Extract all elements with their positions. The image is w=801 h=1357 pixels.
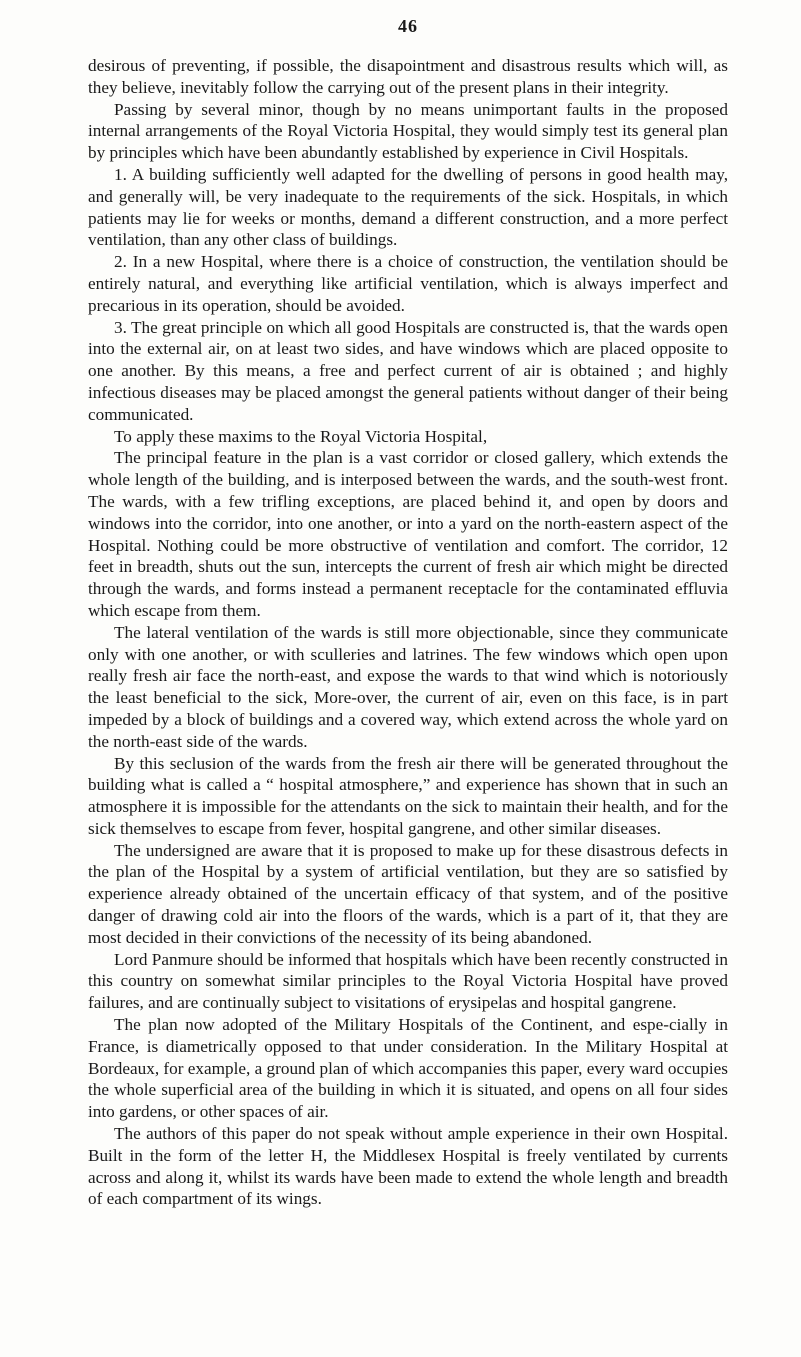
document-page (88, 16, 728, 1210)
paragraph-12: The plan now adopted of the Military Hospitals of the Continent, and espe-cially in France, is diametrically opposed to that under consideration. In the Military Hospital at Bordeaux, for example, a ground plan of which accompanies this paper, every ward occupies the whole superficial area of the building in which it is situated, and opens on all four sides into gardens, or other spaces of air. (88, 1015, 728, 1122)
paragraph-10: The undersigned are aware that it is proposed to make up for these disastrous defects in the plan of the Hospital by a system of artificial ventilation, but they are so satisfied by experience already obtained of the uncertain efficacy of that system, and of the positive danger of drawing cold air into the floors of the wards, which is a part of it, that they are most decided in their convictions of the necessity of its being abandoned. (88, 840, 728, 947)
paragraph-5: 3. The great principle on which all good Hospitals are constructed is, that the wards open into the external air, on at least two sides, and have windows which are placed opposite to one another. By this means, a free and perfect current of air is obtained ; and highly infectious diseases may be placed amongst the general patients without danger of their being communicated. (88, 317, 728, 424)
paragraph-6: To apply these maxims to the Royal Victoria Hospital, (114, 426, 488, 446)
paragraph-3: 1. A building sufficiently well adapted for the dwelling of persons in good health may, and generally will, be very inadequate to the requirements of the sick. Hospitals, in which patients may lie for weeks or months, demand a different construction, and a more perfect ventilation, than any other class of buildings. (88, 164, 728, 250)
paragraph-4: 2. In a new Hospital, where there is a choice of construction, the ventilation should be entirely natural, and everything like artificial ventilation, which is always imperfect and precarious in its operation, should be avoided. (88, 252, 728, 315)
paragraph-8: The lateral ventilation of the wards is still more objectionable, since they communicate only with one another, or with sculleries and latrines. The few windows which open upon really fresh air face the north-east, and expose the wards to that wind which is notoriously the least beneficial to the sick, More-over, the current of air, even on this face, is in part impeded by a block of buildings and a covered way, which extend across the whole yard on the north-east side of the wards. (88, 622, 728, 751)
page-number: 46 (398, 16, 418, 36)
paragraph-9: By this seclusion of the wards from the fresh air there will be generated throughout the building what is called a “ hospital atmosphere,” and experience has shown that in such an atmosphere it is impossible for the attendants on the sick to maintain their health, and for the sick themselves to escape from fever, hospital gangrene, and other similar diseases. (88, 753, 728, 838)
paragraph-2: Passing by several minor, though by no means unimportant faults in the proposed internal arrangements of the Royal Victoria Hospital, they would simply test its general plan by principles which have been abundantly established by experience in Civil Hospitals. (88, 99, 728, 163)
paragraph-13: The authors of this paper do not speak without ample experience in their own Hospital. Built in the form of the letter H, the Middlesex Hospital is freely ventilated by currents across and along it, whilst its wards have been made to extend the whole length and breadth of each compartment of its wings. (88, 1124, 728, 1209)
paragraph-7: The principal feature in the plan is a vast corridor or closed gallery, which extends the whole length of the building, and is interposed between the wards, and the south-west front. The wards, with a few trifling exceptions, are placed behind it, and open by doors and windows into the corridor, into one another, or into a yard on the north-eastern aspect of the Hospital. Nothing could be more obstructive of ventilation and comfort. The corridor, 12 feet in breadth, shuts out the sun, intercepts the current of fresh air which might be directed through the wards, and forms instead a permanent receptacle for the contaminated effluvia which escape from them. (88, 448, 728, 620)
paragraph-1: desirous of preventing, if possible, the disapointment and disastrous results which will, as they believe, inevitably follow the carrying out of the present plans in their integrity. (88, 56, 728, 97)
paragraph-11: Lord Panmure should be informed that hospitals which have been recently constructed in this country on somewhat similar principles to the Royal Victoria Hospital have proved failures, and are continually subject to visitations of erysipelas and hospital gangrene. (88, 949, 728, 1013)
